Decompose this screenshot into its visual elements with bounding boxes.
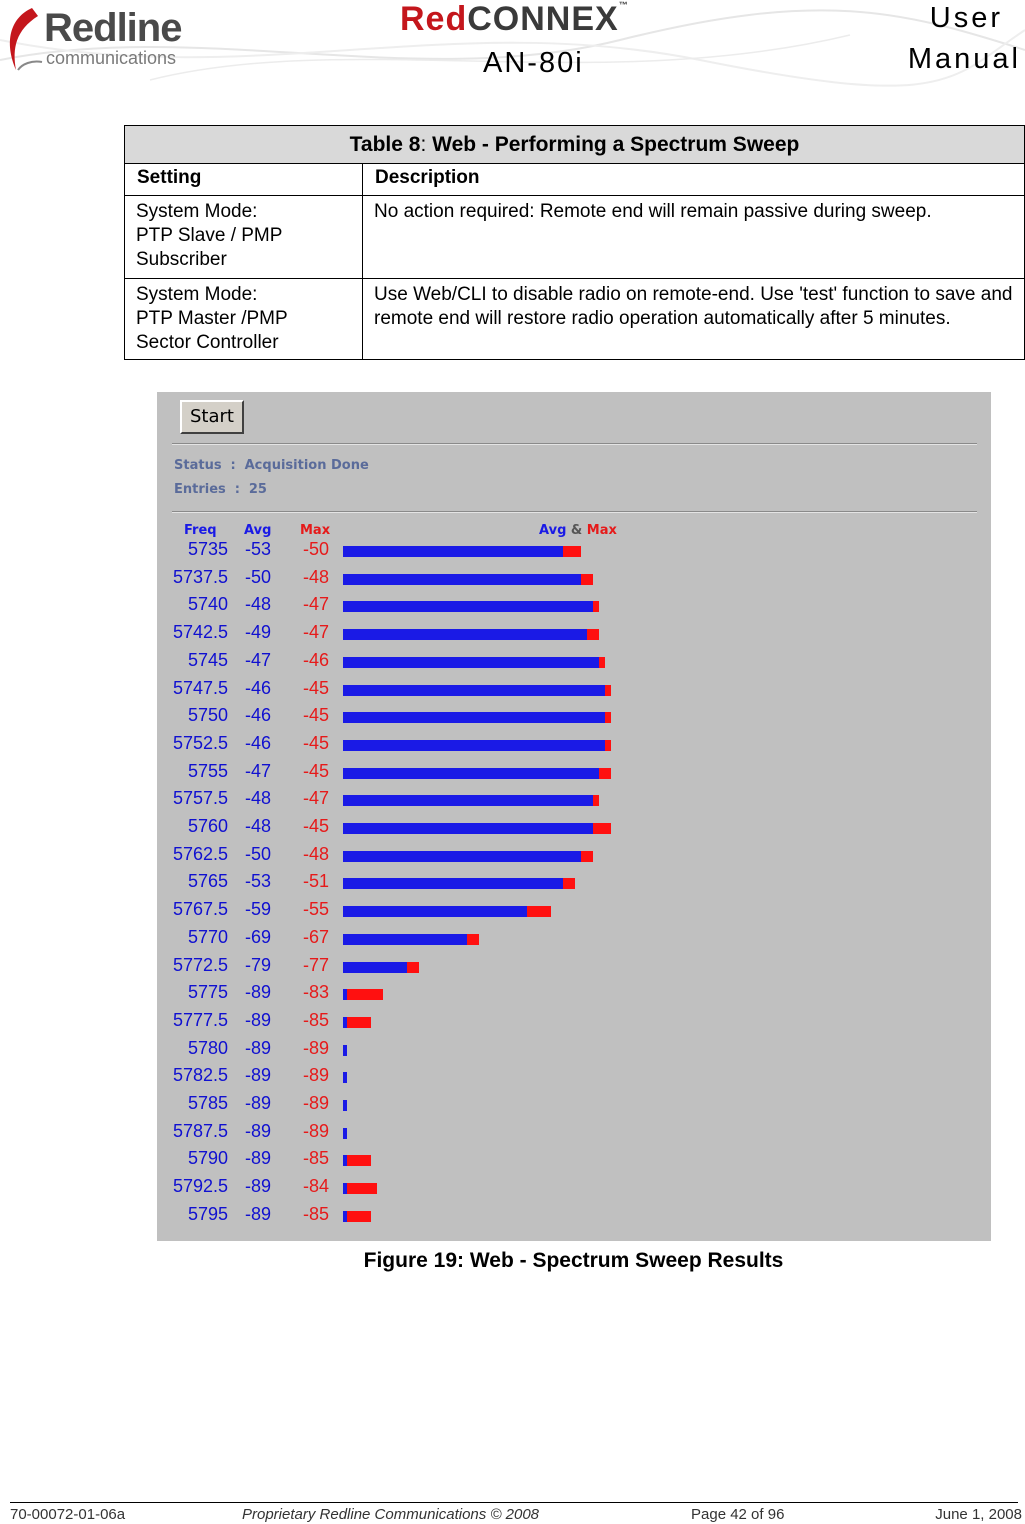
setting-line: PTP Master /PMP — [136, 308, 288, 329]
freq-value: 5757.5 — [172, 788, 228, 809]
avg-value: -89 — [244, 1065, 271, 1086]
avg-bar — [343, 657, 599, 668]
avg-bar — [343, 1100, 347, 1111]
max-value: -46 — [302, 649, 329, 670]
max-value: -89 — [302, 1037, 329, 1058]
sweep-row — [157, 1093, 991, 1121]
avg-bar — [343, 934, 467, 945]
col-header-avg: Avg — [244, 523, 272, 538]
sweep-row — [157, 816, 991, 844]
brand-center-red: Red — [400, 0, 468, 38]
spectrum-sweep-table — [124, 125, 1025, 360]
entries-value: 25 — [248, 482, 267, 497]
table-caption — [125, 126, 1025, 164]
sweep-row — [157, 567, 991, 595]
doc-title-line2: Manual — [907, 43, 1021, 75]
freq-value: 5767.5 — [172, 899, 228, 920]
avg-bar — [343, 795, 593, 806]
sweep-row — [157, 1065, 991, 1093]
col-header-freq: Freq — [184, 523, 217, 538]
avg-value: -48 — [244, 788, 271, 809]
max-value: -84 — [302, 1176, 329, 1197]
max-value: -47 — [302, 622, 329, 643]
avg-value: -49 — [244, 622, 271, 643]
avg-value: -89 — [244, 982, 271, 1003]
freq-value: 5777.5 — [172, 1009, 228, 1030]
sweep-row — [157, 733, 991, 761]
freq-value: 5740 — [187, 594, 228, 615]
figure-caption: Figure 19: Web - Spectrum Sweep Results — [363, 1249, 784, 1272]
brand-left: Redline — [44, 6, 182, 50]
avg-bar — [343, 1017, 347, 1028]
avg-value: -59 — [244, 899, 271, 920]
freq-value: 5772.5 — [172, 954, 228, 975]
sweep-row — [157, 761, 991, 789]
max-value: -77 — [302, 954, 329, 975]
max-bar — [343, 989, 383, 1000]
status-value: Acquisition Done — [244, 458, 369, 473]
setting-cell — [125, 196, 363, 279]
sweep-row — [157, 678, 991, 706]
avg-bar — [343, 1128, 347, 1139]
col-header-max: Max — [300, 523, 331, 538]
doc-title-line1: User — [929, 2, 1003, 34]
description-cell: No action required: Remote end will remain passive during sweep. — [363, 196, 1025, 279]
sweep-row — [157, 788, 991, 816]
freq-value: 5735 — [187, 539, 228, 559]
max-bar — [343, 1183, 377, 1194]
setting-line: System Mode: — [136, 201, 258, 222]
sweep-row — [157, 1121, 991, 1149]
redline-logo — [2, 4, 212, 74]
setting-line: Subscriber — [136, 249, 227, 270]
avg-value: -79 — [244, 954, 271, 975]
freq-value: 5787.5 — [172, 1120, 228, 1141]
avg-value: -50 — [244, 566, 271, 587]
avg-value: -89 — [244, 1148, 271, 1169]
max-value: -48 — [302, 566, 329, 587]
separator — [172, 511, 977, 513]
avg-bar — [343, 1045, 347, 1056]
sweep-row — [157, 899, 991, 927]
freq-value: 5742.5 — [172, 622, 228, 643]
footer-rule — [10, 1502, 1018, 1503]
freq-value: 5737.5 — [172, 566, 228, 587]
footer-page: Page 42 of 96 — [691, 1506, 785, 1523]
freq-value: 5780 — [187, 1037, 228, 1058]
avg-value: -47 — [244, 649, 271, 670]
max-value: -45 — [302, 760, 329, 781]
freq-value: 5755 — [187, 760, 228, 781]
sweep-row — [157, 955, 991, 983]
max-value: -51 — [302, 871, 329, 892]
chart-legend-avg: Avg — [539, 523, 567, 538]
brand-center-grey: CONNEX — [467, 0, 619, 38]
max-value: -55 — [302, 899, 329, 920]
status-line — [174, 458, 369, 473]
sweep-row — [157, 844, 991, 872]
freq-value: 5790 — [187, 1148, 228, 1169]
table-caption-number: Table 8 — [349, 132, 421, 156]
freq-value: 5752.5 — [172, 732, 228, 753]
freq-value: 5762.5 — [172, 843, 228, 864]
sweep-row — [157, 1176, 991, 1204]
avg-value: -89 — [244, 1120, 271, 1141]
max-value: -45 — [302, 677, 329, 698]
chart-legend-amp: & — [570, 523, 583, 538]
avg-value: -46 — [244, 732, 271, 753]
sweep-row — [157, 594, 991, 622]
max-bar — [343, 1017, 371, 1028]
description-cell: Use Web/CLI to disable radio on remote-end. Use 'test' function to save and remote end will restore radio operation automatically after 5 minutes. — [363, 279, 1025, 360]
freq-value: 5745 — [187, 649, 228, 670]
sweep-row — [157, 539, 991, 567]
start-button[interactable]: Start — [180, 400, 244, 434]
sweep-row — [157, 1038, 991, 1066]
max-value: -47 — [302, 788, 329, 809]
max-value: -89 — [302, 1093, 329, 1113]
freq-value: 5795 — [187, 1203, 228, 1224]
status-label: Status — [174, 458, 222, 473]
footer-copyright: Proprietary Redline Communications © 2008 — [242, 1506, 540, 1523]
max-value: -45 — [302, 732, 329, 753]
freq-value: 5760 — [187, 816, 228, 836]
max-value: -45 — [302, 705, 329, 726]
max-value: -85 — [302, 1148, 329, 1169]
status-sep: : — [230, 458, 236, 473]
entries-label: Entries — [174, 482, 226, 497]
avg-bar — [343, 740, 605, 751]
avg-value: -89 — [244, 1176, 271, 1197]
freq-value: 5765 — [187, 871, 228, 892]
table-caption-sep: : — [420, 132, 433, 156]
chart-legend-max: Max — [586, 523, 617, 538]
avg-value: -48 — [244, 594, 271, 615]
avg-bar — [343, 768, 599, 779]
spectrum-sweep-screenshot — [157, 392, 991, 1241]
max-value: -50 — [302, 539, 329, 559]
avg-bar — [343, 1211, 347, 1222]
avg-bar — [343, 601, 593, 612]
col-header-setting: Setting — [125, 164, 363, 196]
avg-bar — [343, 878, 563, 889]
col-header-chart — [539, 523, 617, 538]
freq-value: 5770 — [187, 926, 228, 947]
max-value: -48 — [302, 843, 329, 864]
table-row — [125, 279, 1025, 360]
sweep-row — [157, 1148, 991, 1176]
freq-value: 5775 — [187, 982, 228, 1003]
max-value: -47 — [302, 594, 329, 615]
avg-value: -53 — [244, 539, 271, 559]
avg-bar — [343, 906, 527, 917]
max-value: -45 — [302, 816, 329, 836]
table-row — [125, 196, 1025, 279]
avg-bar — [343, 989, 347, 1000]
avg-value: -89 — [244, 1203, 271, 1224]
max-bar — [343, 1211, 371, 1222]
sweep-row — [157, 650, 991, 678]
setting-line: System Mode: — [136, 284, 258, 305]
table-caption-title: Web - Performing a Spectrum Sweep — [432, 132, 800, 156]
setting-line: PTP Slave / PMP — [136, 225, 283, 246]
entries-sep: : — [234, 482, 240, 497]
footer-doc-number: 70-00072-01-06a — [10, 1506, 126, 1523]
avg-value: -47 — [244, 760, 271, 781]
brand-left-sub: communications — [46, 48, 177, 68]
avg-value: -89 — [244, 1009, 271, 1030]
redline-swoosh-icon — [2, 4, 47, 76]
avg-value: -46 — [244, 705, 271, 726]
avg-value: -89 — [244, 1037, 271, 1058]
setting-line: Sector Controller — [136, 332, 279, 353]
avg-bar — [343, 712, 605, 723]
avg-bar — [343, 546, 563, 557]
sweep-row — [157, 622, 991, 650]
model-name: AN-80i — [483, 47, 584, 79]
max-value: -85 — [302, 1203, 329, 1224]
brand-center-tm: ™ — [618, 0, 629, 10]
sweep-row — [157, 1204, 991, 1232]
max-value: -89 — [302, 1120, 329, 1141]
sweep-row — [157, 927, 991, 955]
sweep-row — [157, 705, 991, 733]
avg-bar — [343, 1155, 347, 1166]
avg-bar — [343, 1072, 347, 1083]
avg-value: -89 — [244, 1093, 271, 1113]
col-header-description: Description — [363, 164, 1025, 196]
sweep-row — [157, 1010, 991, 1038]
setting-cell — [125, 279, 363, 360]
entries-line — [174, 482, 267, 497]
max-value: -85 — [302, 1009, 329, 1030]
avg-bar — [343, 574, 581, 585]
avg-bar — [343, 823, 593, 834]
redconnex-logo — [400, 0, 629, 39]
sweep-row — [157, 982, 991, 1010]
avg-bar — [343, 629, 587, 640]
avg-value: -50 — [244, 843, 271, 864]
avg-value: -48 — [244, 816, 271, 836]
max-value: -83 — [302, 982, 329, 1003]
sweep-row — [157, 871, 991, 899]
freq-value: 5782.5 — [172, 1065, 228, 1086]
avg-value: -46 — [244, 677, 271, 698]
freq-value: 5785 — [187, 1093, 228, 1113]
max-value: -89 — [302, 1065, 329, 1086]
freq-value: 5747.5 — [172, 677, 228, 698]
avg-value: -69 — [244, 926, 271, 947]
avg-bar — [343, 685, 605, 696]
avg-bar — [343, 851, 581, 862]
separator — [172, 443, 977, 445]
footer-date: June 1, 2008 — [935, 1506, 1022, 1523]
avg-bar — [343, 962, 407, 973]
freq-value: 5750 — [187, 705, 228, 726]
max-bar — [343, 1155, 371, 1166]
freq-value: 5792.5 — [172, 1176, 228, 1197]
avg-bar — [343, 1183, 347, 1194]
max-value: -67 — [302, 926, 329, 947]
avg-value: -53 — [244, 871, 271, 892]
